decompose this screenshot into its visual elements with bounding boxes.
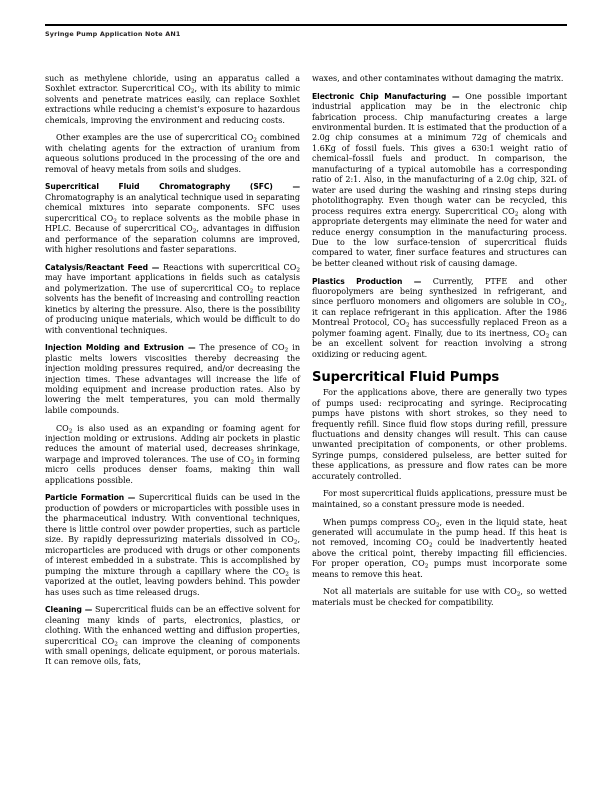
subscript-2: 2	[284, 347, 289, 354]
page-header	[45, 24, 567, 39]
left-column	[45, 74, 300, 675]
paragraph-pump-types: For the applications above, there are generally two types of pumps used: reciprocating and syringe. Reciprocating pumps have pistons with short strokes, so they need to frequently refill. Since fluid flow stops during refill, pressure fluctuations and density changes will result. This can cause unwanted precipitation of components, or other problems. Syringe pumps, considered pulseless, are better suited for these applications, as pressure and flow rates can be more accurately controlled.	[312, 388, 567, 481]
paragraph-cleaning-continued: waxes, and other contaminates without damaging the matrix.	[312, 74, 564, 83]
section-heading-supercritical-fluid-pumps: Supercritical Fluid Pumps	[312, 370, 500, 386]
subscript-2: 2	[190, 88, 195, 95]
subscript-2: 2	[293, 539, 298, 546]
run-in-heading: Particle Formation —	[45, 493, 136, 503]
subscript-2: 2	[514, 210, 519, 217]
paragraph-catalysis: Catalysis/Reactant Feed — Reactions with supercritical $CO_2$ may have important applications in fields such as catalysis and polymerization. The use of supercritical $CO_2$ to replace solvents has the benefit of increasing and controlling reaction kinetics by altering the pressure. Also, there is the possibility of producing unique materials, which would be difficult to do with conventional techniques.	[45, 262, 300, 335]
subscript-2: 2	[428, 542, 433, 549]
header-divider	[45, 24, 567, 26]
paragraph-chelating-agents: Other examples are the use of supercritical $CO_2$ combined with chelating agents for the extraction of uranium from aqueous solutions produced in the processing of the ore and removal of heavy metals from soils and sludges.	[45, 133, 300, 174]
paragraph-injection-molding: Injection Molding and Extrusion — The presence of $CO_2$ in plastic melts lowers viscosities thereby decreasing the injection molding pressures required, and/or decreasing the injection times. These advantages will increase the life of molding equipment and increase production rates. Also by lowering the melt temperatures, you can mold thermally labile compounds.	[45, 343, 300, 415]
subscript-2: 2	[253, 137, 257, 144]
run-in-heading: Supercritical Fluid Chromatography (SFC) —	[45, 182, 300, 192]
subscript-2: 2	[285, 570, 289, 577]
subscript-2: 2	[249, 287, 254, 294]
paragraph-particle-formation: Particle Formation — Supercritical fluids can be used in the production of powders or microparticles with possible uses in the pharmaceutical industry. With conventional techniques, there is little control over powder properties, such as particle size. By rapidly depressurizing materials dissolved in $CO_2$, microparticles are produced with drugs or other components of interest embedded in a substrate. This is accomplished by pumping the mixture through a capillary where the $CO_2$ is vaporized at the outlet, leaving powders behind. This powder has uses such as time released drugs.	[45, 493, 300, 597]
header-title: Syringe Pump Application Note AN1	[45, 30, 181, 38]
subscript-2: 2	[68, 427, 73, 434]
run-in-heading: Electronic Chip Manufacturing —	[312, 91, 460, 101]
subscript-2: 2	[405, 322, 410, 329]
subscript-2: 2	[192, 228, 197, 235]
body-columns	[45, 74, 567, 675]
subscript-2: 2	[560, 301, 565, 308]
paragraph-plastics-production: Plastics Production — Currently, PTFE and other fluoropolymers are being synthesized in refrigerant, and since perfluoro monomers and oligomers are soluble in $CO_2$, it can replace refrigerant in this application. After the 1986 Montreal Protocol, $CO_2$ has successfully replaced Freon as a polymer foaming agent. Finally, due to its inertness, $CO_2$ can be an excellent solvent for reaction involving a strong oxidizing or reducing agent.	[312, 276, 567, 359]
subscript-2: 2	[435, 521, 440, 528]
paragraph-electronic-chip: Electronic Chip Manufacturing — One possible important industrial application may be in the electronic chip fabrication process. Chip manufacturing creates a large environmental burden. It is estimated that the production of a 2.0g chip consumes at a minimum 72g of chemicals and 1.6Kg of fossil fuels. This gives a 630:1 weight ratio of chemical–fossil fuels and product. In comparison, the manufacturing of a typical automobile has a corresponding ratio of 2:1. Also, in the manufacturing of a 2.0g chip, 32L of water are used during the washing and rinsing steps during photolithography. Even though water can be recycled, this process requires extra energy. Supercritical $CO_2$ along with appropriate detergents may eliminate the need for water and reduce energy consumption in the manufacturing process. Due to the low surface-tension of supercritical fluids compared to water, finer surface features and structures can be better cleaned without risk of causing damage.	[312, 91, 568, 268]
run-in-heading: Catalysis/Reactant Feed —	[45, 262, 160, 272]
paragraph-cleaning: Cleaning — Supercritical fluids can be an effective solvent for cleaning many kinds of parts, electronics, plastics, or clothing. With the enhanced wetting and diffusion properties, supercritical $CO_2$ can improve the cleaning of components with small openings, delicate equipment, or porous materials. It can remove oils, fats,	[45, 605, 300, 667]
subscript-2: 2	[113, 218, 117, 225]
right-column	[312, 74, 567, 675]
paragraph-material-compatibility: Not all materials are suitable for use with $CO_2$, so wetted materials must be checked for compatibility.	[312, 587, 567, 607]
subscript-2: 2	[545, 333, 550, 340]
subscript-2: 2	[516, 591, 521, 598]
paragraph-soxhlet: such as methylene chloride, using an apparatus called a Soxhlet extractor. Supercritical $CO_2$, with its ability to mimic solvents and penetrate matrices easily, can replace Soxhlet extractions while reducing a chemist’s exposure to hazardous chemicals, improving the environment and reducing costs.	[45, 74, 301, 125]
subscript-2: 2	[424, 563, 429, 570]
paragraph-pump-heat: When pumps compress $CO_2$, even in the liquid state, heat generated will accumulate in the pump head. If this heat is not removed, incoming $CO_2$ could be inadvertently heated above the critical point, thereby impacting fill efficiencies. For proper operation, $CO_2$ pumps must incorporate some means to remove this heat.	[312, 517, 568, 579]
paragraph-sfc: Supercritical Fluid Chromatography (SFC) — Chromatography is an analytical technique used in separating chemical mixtures into separate components. SFC uses supercritical $CO_2$ to replace solvents as the mobile phase in HPLC. Because of supercritical $CO_2$, advantages in diffusion and performance of the separation columns are improved, with higher resolutions and faster separations.	[45, 182, 300, 255]
paragraph-foaming-agent: $CO_2$ is also used as an expanding or foaming agent for injection molding or extrusions. Adding air pockets in plastic reduces the amount of material used, decreases shrinkage, warpage and improved tolerances. The use of $CO_2$ in forming micro cells produces denser foams, making thin wall applications possible.	[45, 423, 300, 485]
run-in-heading: Plastics Production —	[312, 276, 422, 286]
subscript-2: 2	[296, 267, 300, 274]
paragraph-constant-pressure: For most supercritical fluids applications, pressure must be maintained, so a constant pressure mode is needed.	[312, 489, 567, 509]
subscript-2: 2	[114, 640, 118, 647]
run-in-heading: Injection Molding and Extrusion —	[45, 343, 196, 353]
subscript-2: 2	[250, 459, 254, 466]
run-in-heading: Cleaning —	[45, 605, 93, 615]
